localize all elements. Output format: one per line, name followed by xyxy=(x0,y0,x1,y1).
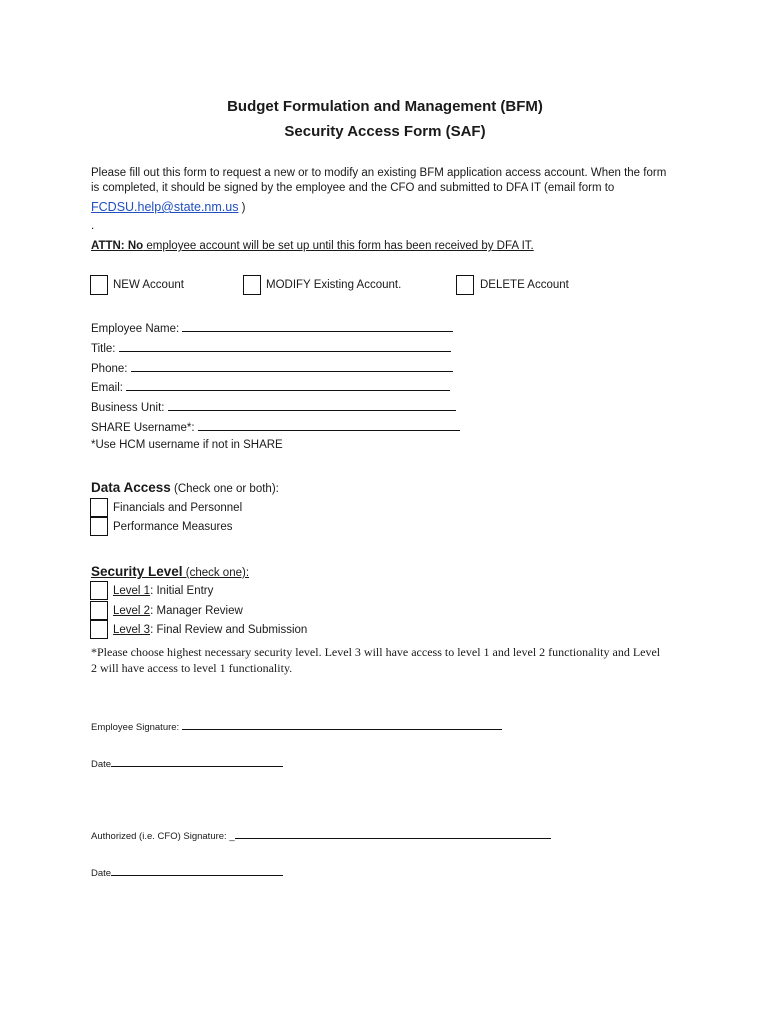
data-access-heading: Data Access xyxy=(91,480,171,495)
business-unit-field xyxy=(91,399,456,414)
modify-account-checkbox[interactable] xyxy=(243,275,261,295)
cfo-date-label: Date xyxy=(91,868,112,879)
level-2-checkbox[interactable] xyxy=(90,601,108,620)
level-3-name: Level 3 xyxy=(113,624,151,636)
financials-label: Financials and Personnel xyxy=(113,502,243,514)
level-1-checkbox[interactable] xyxy=(90,581,108,600)
employee-name-label: Employee Name: xyxy=(91,323,180,335)
data-access-header xyxy=(91,479,279,497)
email-field xyxy=(91,379,450,394)
financials-checkbox[interactable] xyxy=(90,498,108,517)
email-input[interactable] xyxy=(126,379,450,391)
title-label: Title: xyxy=(91,343,116,355)
employee-signature-field xyxy=(91,720,502,733)
email-label: Email: xyxy=(91,382,123,394)
delete-account-label: DELETE Account xyxy=(480,279,569,291)
attn-text: employee account will be set up until this form has been received by DFA IT. xyxy=(143,240,534,252)
phone-input[interactable] xyxy=(131,360,453,372)
business-unit-input[interactable] xyxy=(168,399,456,411)
title-field xyxy=(91,340,451,355)
performance-label: Performance Measures xyxy=(113,521,233,533)
phone-label: Phone: xyxy=(91,363,128,375)
level-1-desc: : Initial Entry xyxy=(150,585,214,597)
intro-line-2: is completed, it should be signed by the employee and the CFO and submitted to DFA IT (email form to xyxy=(91,182,615,194)
level-2-desc: : Manager Review xyxy=(150,605,243,617)
cfo-signature-label: Authorized (i.e. CFO) Signature: _ xyxy=(91,831,235,842)
level-2-label xyxy=(113,605,243,617)
attn-notice xyxy=(91,239,534,254)
level-1-label xyxy=(113,585,213,597)
employee-name-input[interactable] xyxy=(182,320,453,332)
modify-account-label: MODIFY Existing Account. xyxy=(266,279,402,291)
security-level-hint: (check one): xyxy=(182,567,250,579)
intro-dot: . xyxy=(91,220,95,232)
employee-date-field xyxy=(91,757,283,770)
email-suffix: ) xyxy=(238,202,246,214)
cfo-date-field xyxy=(91,866,283,879)
cfo-signature-input[interactable] xyxy=(235,829,551,839)
attn-label: ATTN: No xyxy=(91,240,144,252)
form-title: Budget Formulation and Management (BFM) xyxy=(227,98,543,115)
delete-account-checkbox[interactable] xyxy=(456,275,474,295)
share-username-field xyxy=(91,419,460,434)
phone-field xyxy=(91,360,453,375)
level-2-name: Level 2 xyxy=(113,605,151,617)
cfo-signature-field xyxy=(91,829,551,842)
share-username-label: SHARE Username*: xyxy=(91,422,195,434)
level-3-checkbox[interactable] xyxy=(90,620,108,639)
new-account-checkbox[interactable] xyxy=(90,275,108,295)
employee-date-label: Date xyxy=(91,759,112,770)
new-account-label: NEW Account xyxy=(113,279,184,291)
security-note-line-2: 2 will have access to level 1 functionality. xyxy=(91,661,293,675)
email-link[interactable]: FCDSU.help@state.nm.us xyxy=(91,200,239,214)
employee-date-input[interactable] xyxy=(111,757,283,767)
business-unit-label: Business Unit: xyxy=(91,402,165,414)
form-subtitle: Security Access Form (SAF) xyxy=(284,123,486,140)
title-input[interactable] xyxy=(119,340,451,352)
intro-email-row xyxy=(91,198,246,216)
share-username-input[interactable] xyxy=(198,419,460,431)
level-1-name: Level 1 xyxy=(113,585,151,597)
security-level-heading: Security Level xyxy=(91,564,183,579)
performance-checkbox[interactable] xyxy=(90,517,108,536)
cfo-date-input[interactable] xyxy=(111,866,283,876)
level-3-label xyxy=(113,624,307,636)
intro-line-1: Please fill out this form to request a new or to modify an existing BFM application access account. When the form xyxy=(91,167,667,179)
level-3-desc: : Final Review and Submission xyxy=(150,624,308,636)
employee-signature-label: Employee Signature: xyxy=(91,722,180,733)
employee-signature-input[interactable] xyxy=(182,720,502,730)
data-access-hint: (Check one or both): xyxy=(170,483,279,495)
security-note-line-1: *Please choose highest necessary security level. Level 3 will have access to level 1 and level 2 functionality and Level xyxy=(91,645,661,659)
hcm-note: *Use HCM username if not in SHARE xyxy=(91,439,283,451)
security-level-header xyxy=(91,563,249,581)
employee-name-field xyxy=(91,320,453,335)
